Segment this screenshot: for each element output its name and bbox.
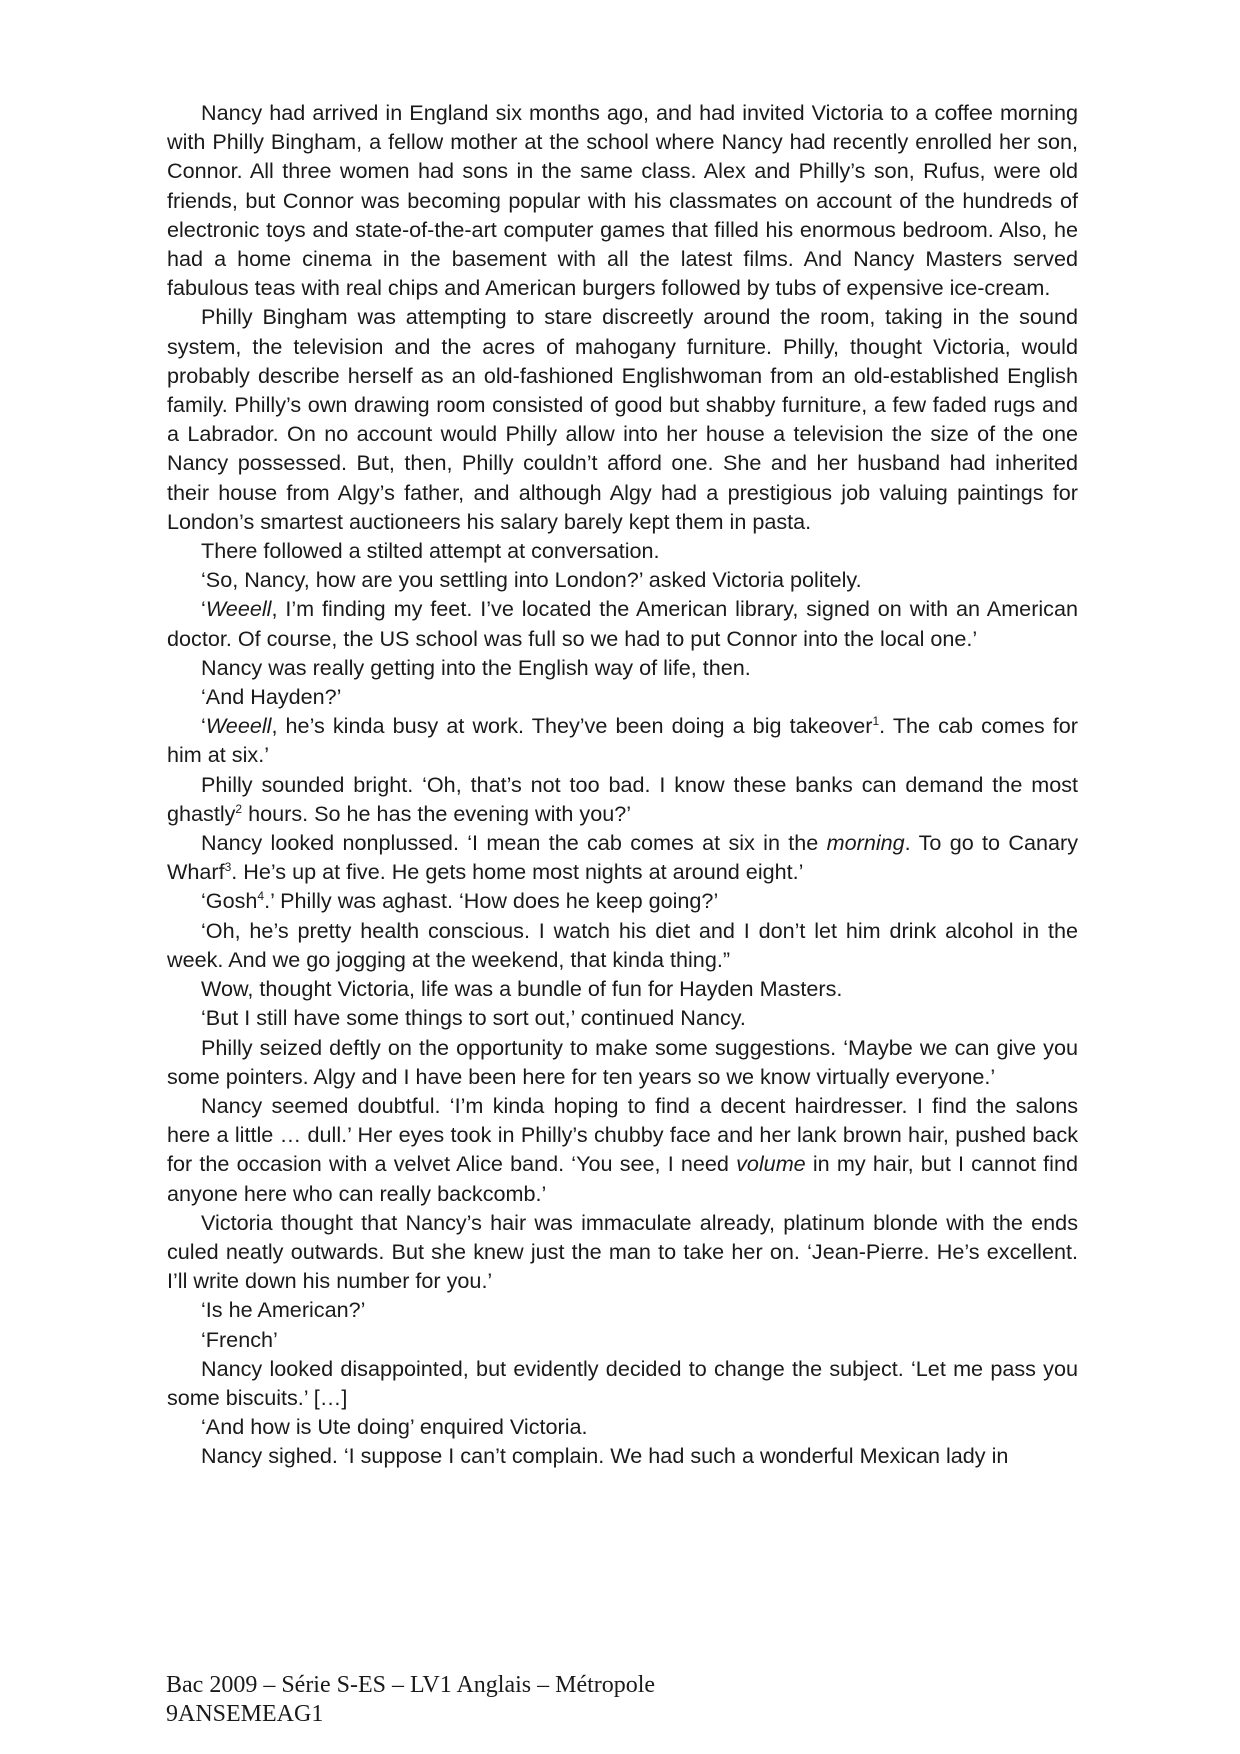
footnote-ref-4: 4	[257, 889, 265, 904]
footnote-ref-3: 3	[224, 860, 232, 875]
paragraph-21: ‘And how is Ute doing’ enquired Victoria.	[201, 1414, 588, 1440]
paragraph-14: ‘But I still have some things to sort out,’ continued Nancy.	[201, 1005, 746, 1031]
paragraph-17: Victoria thought that Nancy’s hair was immaculate already, platinum blonde with the ends culed neatly outwards. But she knew just the man to take her on. ‘Jean-Pierre. He’s excellent. I’ll write down his number for you.’	[167, 1209, 1078, 1294]
paragraph-11: ‘Gosh$^4$.’ Philly was aghast. ‘How does he keep going?’	[201, 888, 719, 914]
footer-exam-title: Bac 2009 – Série S-ES – LV1 Anglais – Métropole	[166, 1672, 656, 1698]
paragraph-12: ‘Oh, he’s pretty health conscious. I watch his diet and I don’t let him drink alcohol in the week. And we go jogging at the weekend, that kinda thing.”	[167, 917, 1078, 972]
paragraph-15: Philly seized deftly on the opportunity to make some suggestions. ‘Maybe we can give you some pointers. Algy and I have been here for ten years so we know virtually everyone.’	[167, 1034, 1078, 1089]
paragraph-5: ‘Weeell, I’m finding my feet. I’ve located the American library, signed on with an American doctor. Of course, the US school was full so we had to put Connor into the local one.’	[167, 596, 1078, 651]
paragraph-4: ‘So, Nancy, how are you settling into London?’ asked Victoria politely.	[201, 567, 862, 593]
paragraph-8: ‘Weeell, he’s kinda busy at work. They’ve been doing a big takeover$^1$. The cab comes for him at six.’	[167, 713, 1078, 768]
paragraph-16: Nancy seemed doubtful. ‘I’m kinda hoping to find a decent hairdresser. I find the salons here a little … dull.’ Her eyes took in Philly’s chubby face and her lank brown hair, pushed back for the occasion with a velvet Alice band. ‘You see, I need volume in my hair, but I cannot find anyone here who can really backcomb.’	[167, 1092, 1078, 1206]
paragraph-13: Wow, thought Victoria, life was a bundle of fun for Hayden Masters.	[201, 976, 843, 1002]
footnote-ref-1: 1	[872, 714, 880, 729]
footnote-ref-2: 2	[235, 801, 243, 816]
footer-code: 9ANSEMEAG1	[166, 1701, 324, 1727]
paragraph-18: ‘Is he American?’	[201, 1297, 366, 1323]
paragraph-10: Nancy looked nonplussed. ‘I mean the cab comes at six in the morning. To go to Canary Wharf$^3$. He’s up at five. He gets home most nights at around eight.’	[167, 830, 1078, 885]
paragraph-3: There followed a stilted attempt at conversation.	[201, 538, 660, 564]
paragraph-2: Philly Bingham was attempting to stare discreetly around the room, taking in the sound system, the television and the acres of mahogany furniture. Philly, thought Victoria, would probably describe herself as an old-fashioned Englishwoman from an old-established English family. Philly’s own drawing room consisted of good but shabby furniture, a few faded rugs and a Labrador. On no account would Philly allow into her house a television the size of the one Nancy possessed. But, then, Philly couldn’t afford one. She and her husband had inherited their house from Algy’s father, and although Algy had a prestigious job valuing paintings for London’s smartest auctioneers his salary barely kept them in pasta.	[167, 304, 1078, 534]
paragraph-6: Nancy was really getting into the English way of life, then.	[201, 654, 751, 680]
paragraph-9: Philly sounded bright. ‘Oh, that’s not too bad. I know these banks can demand the most ghastly$^2$ hours. So he has the evening with you?’	[167, 771, 1078, 826]
paragraph-1: Nancy had arrived in England six months ago, and had invited Victoria to a coffee morning with Philly Bingham, a fellow mother at the school where Nancy had recently enrolled her son, Connor. All three women had sons in the same class. Alex and Philly’s son, Rufus, were old friends, but Connor was becoming popular with his classmates on account of the hundreds of electronic toys and state-of-the-art computer games that filled his enormous bedroom. Also, he had a home cinema in the basement with all the latest films. And Nancy Masters served fabulous teas with real chips and American burgers followed by tubs of expensive ice-cream.	[167, 100, 1078, 301]
paragraph-7: ‘And Hayden?’	[201, 684, 342, 710]
paragraph-22: Nancy sighed. ‘I suppose I can’t complain. We had such a wonderful Mexican lady in	[201, 1443, 1009, 1469]
body-text	[167, 98, 1078, 1471]
paragraph-20: Nancy looked disappointed, but evidently decided to change the subject. ‘Let me pass you some biscuits.’ […]	[167, 1355, 1078, 1410]
page-footer	[166, 1671, 655, 1729]
paragraph-19: ‘French’	[201, 1326, 278, 1352]
